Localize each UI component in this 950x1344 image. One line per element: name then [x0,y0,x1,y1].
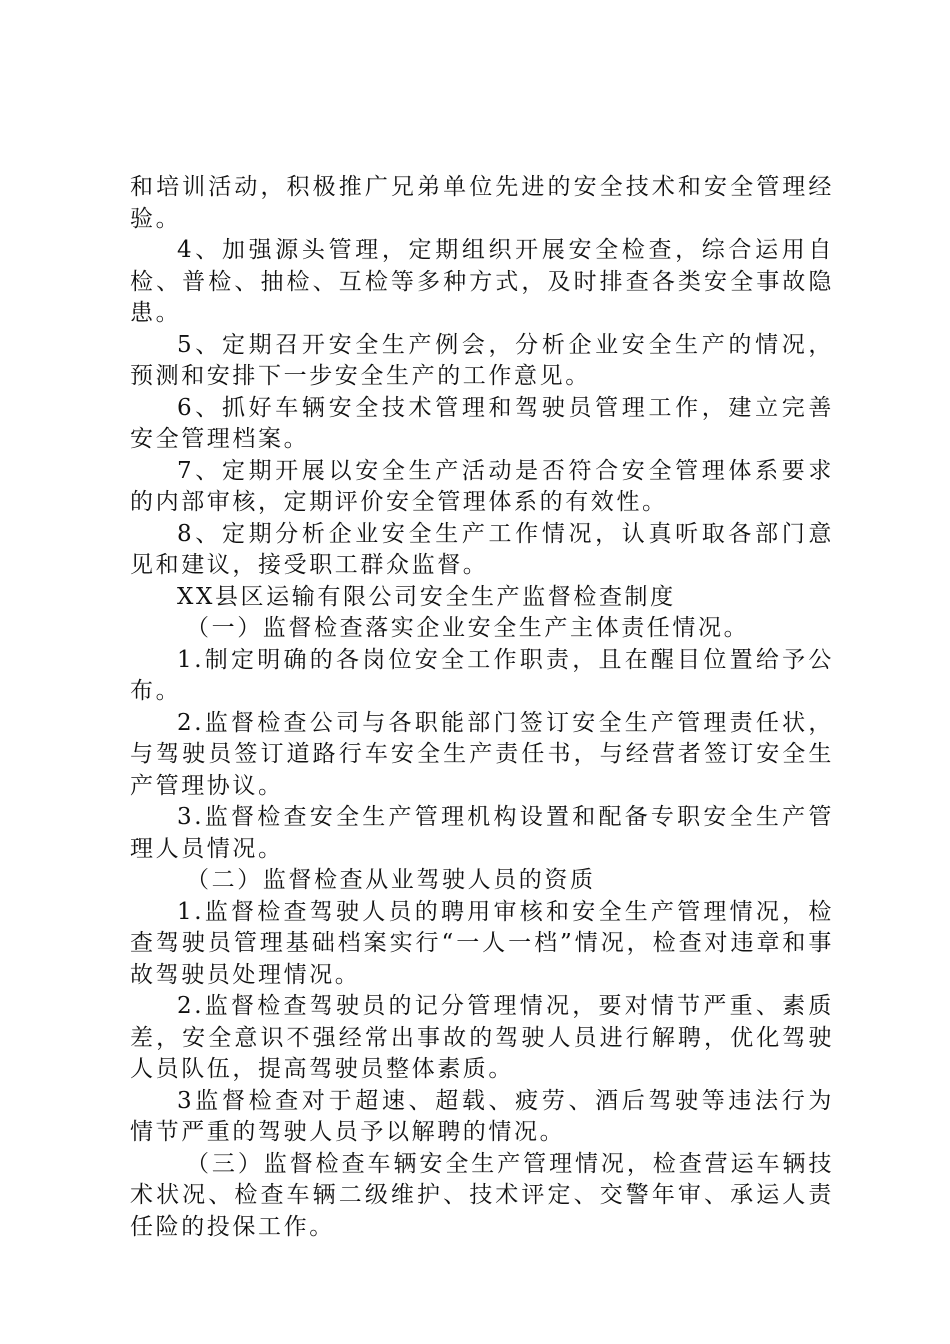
section-heading: （二）监督检查从业驾驶人员的资质 [186,867,596,893]
paragraph: 3.监督检查安全生产管理机构设置和配备专职安全生产管理人员情况。 [130,804,834,862]
paragraph: 3监督检查对于超速、超载、疲劳、酒后驾驶等违法行为情节严重的驾驶人员予以解聘的情况。 [130,1087,834,1145]
section-heading: （三）监督检查车辆安全生产管理情况，检查营运车辆技术状况、检查车辆二级维护、技术评定、交警年审、承运人责任险的投保工作。 [130,1150,834,1240]
paragraph: 1.监督检查驾驶人员的聘用审核和安全生产管理情况，检查驾驶员管理基础档案实行“一人一档”情况，检查对违章和事故驾驶员处理情况。 [130,898,834,988]
paragraph: 5、定期召开安全生产例会，分析企业安全生产的情况，预测和安排下一步安全生产的工作意见。 [130,331,834,389]
paragraph: 和培训活动，积极推广兄弟单位先进的安全技术和安全管理经验。 [130,174,834,232]
paragraph: 1.制定明确的各岗位安全工作职责，且在醒目位置给予公布。 [130,646,834,704]
paragraph: 8、定期分析企业安全生产工作情况，认真听取各部门意见和建议，接受职工群众监督。 [130,520,834,578]
section-heading: （一）监督检查落实企业安全生产主体责任情况。 [186,615,750,641]
paragraph: 2.监督检查公司与各职能部门签订安全生产管理责任状，与驾驶员签订道路行车安全生产责任书，与经营者签订安全生产管理协议。 [130,709,834,799]
section-title: XX县区运输有限公司安全生产监督检查制度 [177,583,676,610]
paragraph: 2.监督检查驾驶员的记分管理情况，要对情节严重、素质差，安全意识不强经常出事故的驾驶人员进行解聘，优化驾驶人员队伍，提高驾驶员整体素质。 [130,993,834,1082]
document-body [130,172,834,1243]
paragraph: 4、加强源头管理，定期组织开展安全检查，综合运用自检、普检、抽检、互检等多种方式，及时排查各类安全事故隐患。 [130,237,834,326]
paragraph: 6、抓好车辆安全技术管理和驾驶员管理工作，建立完善安全管理档案。 [130,394,834,452]
paragraph: 7、定期开展以安全生产活动是否符合安全管理体系要求的内部审核，定期评价安全管理体系的有效性。 [130,457,834,515]
